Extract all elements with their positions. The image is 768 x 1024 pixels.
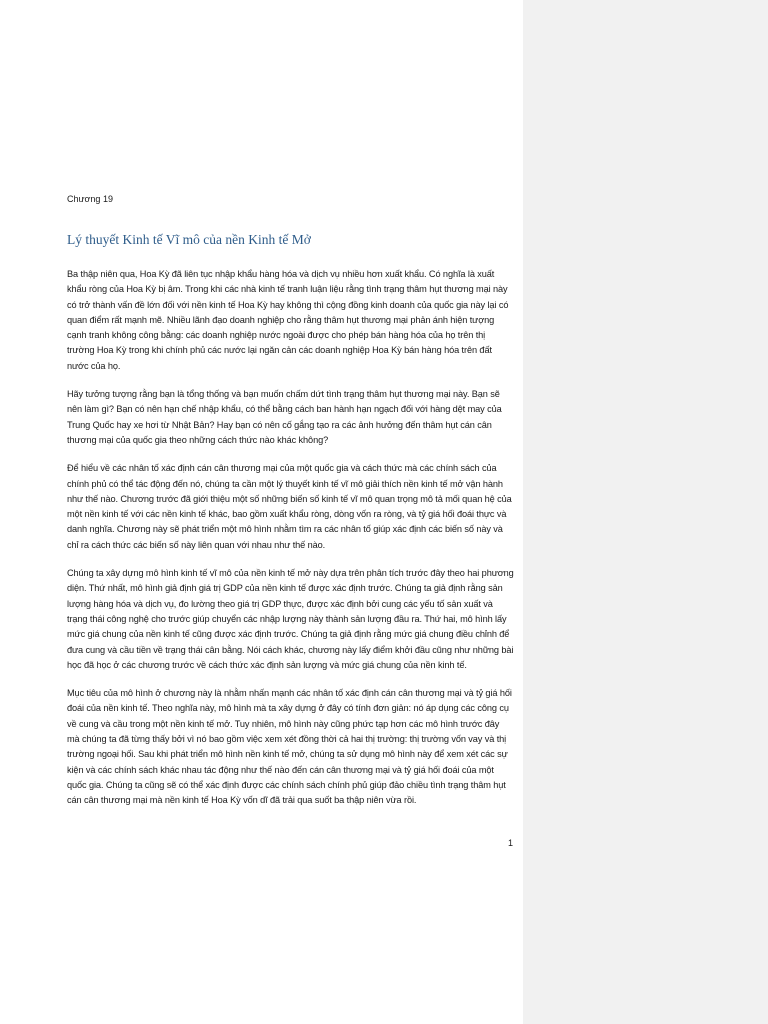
- paragraph: Hãy tưởng tượng rằng bạn là tổng thống và bạn muốn chấm dứt tình trạng thâm hụt thương mại này. Bạn sẽ nên làm gì? Bạn có nên hạn chế nhập khẩu, có thể bằng cách ban hành hạn ngạch đối với hàng dệt may của Trung Quốc hay xe hơi từ Nhật Bản? Hay bạn có nên cố gắng tạo ra các ảnh hưởng đến thâm hụt cán cân thương mại của quốc gia theo những cách thức nào khác không?: [67, 389, 502, 445]
- document-body: [67, 193, 514, 822]
- paragraph: Ba thập niên qua, Hoa Kỳ đã liên tục nhập khẩu hàng hóa và dịch vụ nhiều hơn xuất khẩu. Có nghĩa là xuất khẩu ròng của Hoa Kỳ bị âm. Trong khi các nhà kinh tế tranh luận liệu rằng tình trạng thâm hụt thương mại này có trở thành vấn đề lớn đối với nền kinh tế Hoa Kỳ hay không thì cộng đồng kinh doanh của quốc gia này lại có quan điểm rất mạnh mẽ. Nhiều lãnh đạo doanh nghiệp cho rằng thâm hụt thương mại phản ánh hiện tượng cạnh tranh không công bằng: các doanh nghiệp nước ngoài được cho phép bán hàng hóa của họ trên thị trường Hoa Kỳ trong khi chính phủ các nước lại ngăn cản các doanh nghiệp Hoa Kỳ bán hàng hóa trên đất nước của họ.: [67, 269, 509, 371]
- comment-pane: [523, 0, 768, 1024]
- chapter-title: Lý thuyết Kinh tế Vĩ mô của nền Kinh tế Mở: [67, 232, 311, 247]
- chapter-label: Chương 19: [67, 194, 113, 204]
- paragraph: Chúng ta xây dựng mô hình kinh tế vĩ mô của nền kinh tế mở này dựa trên phân tích trước đây theo hai phương diện. Thứ nhất, mô hình giả định giá trị GDP của nền kinh tế được xác định trước. Chúng ta giả định rằng sản lượng hàng hóa và dịch vụ, đo lường theo giá trị GDP thực, được xác định bởi cung các yếu tố sản xuất và trạng thái công nghệ cho trước giúp chuyển các nhập lượng này thành sản lượng đầu ra. Thứ hai, mô hình lấy mức giá chung của nền kinh tế cũng được xác định trước. Chúng ta giả định rằng mức giá chung điều chỉnh để đưa cung và cầu tiền về trạng thái cân bằng. Nói cách khác, chương này lấy điểm khởi đầu cũng như những bài học đã học ở các chương trước về cách thức xác định sản lượng và mức giá chung của nền kinh tế.: [67, 568, 514, 670]
- paragraph: Để hiểu về các nhân tố xác định cán cân thương mại của một quốc gia và cách thức mà các chính sách của chính phủ có thể tác động đến nó, chúng ta cần một lý thuyết kinh tế vĩ mô giải thích nền kinh tế mở vận hành như thế nào. Chương trước đã giới thiệu một số những biến số kinh tế vĩ mô quan trọng mô tả mối quan hệ của một nền kinh tế với các nền kinh tế khác, bao gồm xuất khẩu ròng, dòng vốn ra ròng, và tỷ giá hối đoái thực và danh nghĩa. Chương này sẽ phát triển một mô hình nhằm tìm ra các nhân tố giúp xác định các biến số này và chỉ ra cách thức các biến số này liên quan với nhau như thế nào.: [67, 463, 512, 550]
- paragraph: Mục tiêu của mô hình ở chương này là nhằm nhấn mạnh các nhân tố xác định cán cân thương mại và tỷ giá hối đoái của nền kinh tế. Theo nghĩa này, mô hình mà ta xây dựng ở đây có tính đơn giản: nó áp dụng các công cụ về cung và cầu trong một nền kinh tế mở. Tuy nhiên, mô hình này cũng phức tạp hơn các mô hình trước đây mà chúng ta đã từng thấy bởi vì nó bao gồm việc xem xét đồng thời cả hai thị trường: thị trường vốn vay và thị trường ngoại hối. Sau khi phát triển mô hình nền kinh tế mở, chúng ta sử dụng mô hình này để xem xét các sự kiện và các chính sách khác nhau tác động như thế nào đến cán cân thương mại và tỷ giá hối đoái của một quốc gia. Chúng ta cũng sẽ có thể xác định được các chính sách chính phủ giúp đảo chiều tình trạng thâm hụt cán cân thương mại mà nền kinh tế Hoa Kỳ vốn dĩ đã trải qua suốt ba thập niên vừa rồi.: [67, 688, 512, 806]
- paragraph-list: [67, 267, 514, 809]
- page-number: 1: [508, 838, 514, 848]
